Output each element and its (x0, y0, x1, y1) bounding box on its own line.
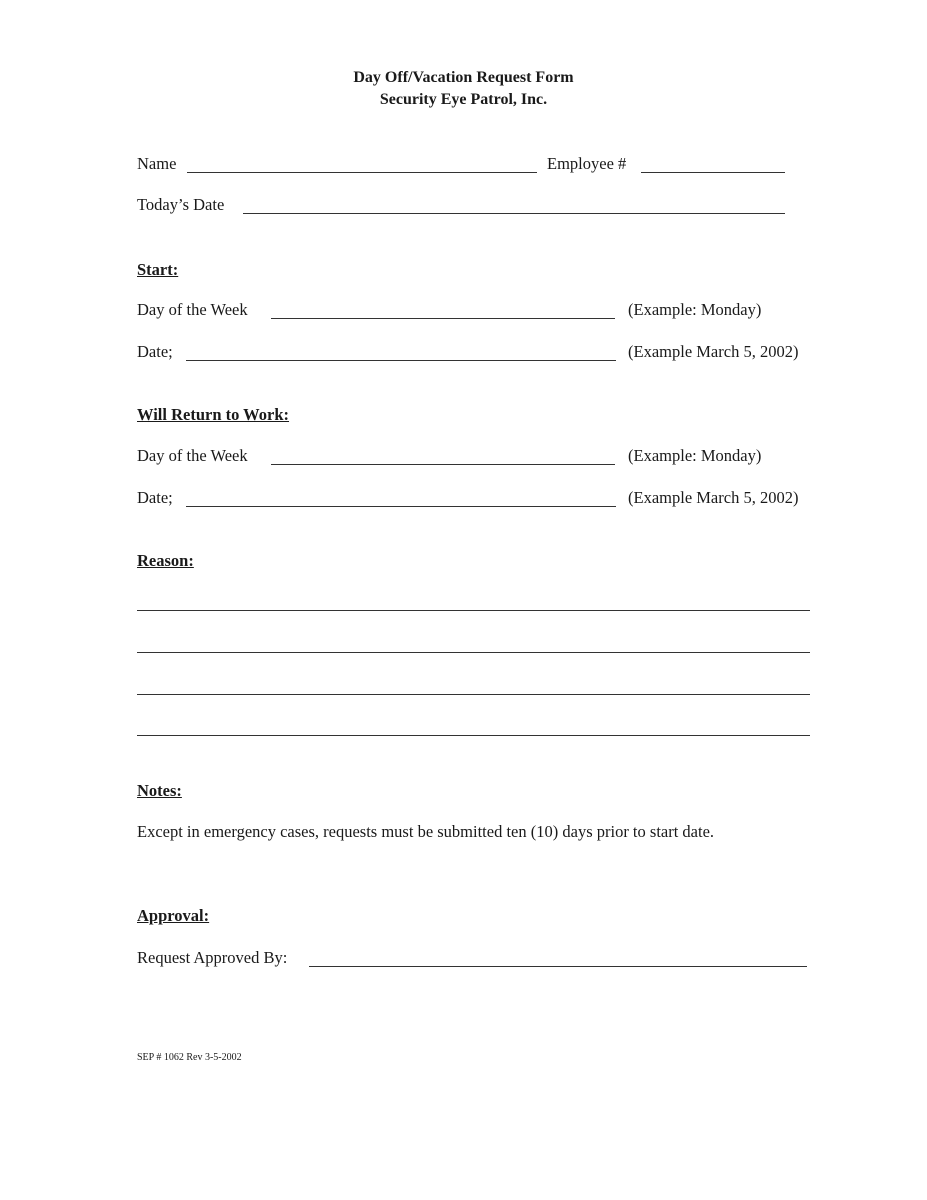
company-name: Security Eye Patrol, Inc. (379, 91, 548, 108)
employee-number-field[interactable] (641, 172, 785, 173)
return-date-field[interactable] (186, 506, 616, 507)
return-day-field[interactable] (271, 464, 615, 465)
return-day-label: Day of the Week (137, 446, 248, 465)
todays-date-label: Today’s Date (137, 195, 225, 214)
notes-text: Except in emergency cases, requests must be submitted ten (10) days prior to start date. (137, 822, 715, 841)
name-field[interactable] (187, 172, 537, 173)
employee-number-label: Employee # (547, 154, 627, 173)
return-date-example: (Example March 5, 2002) (628, 488, 799, 507)
return-heading: Will Return to Work: (137, 405, 290, 424)
reason-line-3[interactable] (137, 694, 810, 695)
return-date-label: Date; (137, 488, 173, 507)
approved-by-label: Request Approved By: (137, 948, 288, 967)
todays-date-field[interactable] (243, 213, 785, 214)
start-day-example: (Example: Monday) (628, 300, 762, 319)
reason-line-2[interactable] (137, 652, 810, 653)
start-date-field[interactable] (186, 360, 616, 361)
start-heading: Start: (137, 260, 179, 279)
start-day-field[interactable] (271, 318, 615, 319)
form-code: SEP # 1062 Rev 3-5-2002 (137, 1052, 242, 1063)
form-title: Day Off/Vacation Request Form (353, 69, 574, 86)
reason-heading: Reason: (137, 551, 194, 570)
return-day-example: (Example: Monday) (628, 446, 762, 465)
start-date-example: (Example March 5, 2002) (628, 342, 799, 361)
reason-line-1[interactable] (137, 610, 810, 611)
approval-heading: Approval: (137, 906, 210, 925)
start-date-label: Date; (137, 342, 173, 361)
reason-line-4[interactable] (137, 735, 810, 736)
start-day-label: Day of the Week (137, 300, 248, 319)
approved-by-field[interactable] (309, 966, 807, 967)
notes-heading: Notes: (137, 781, 182, 800)
name-label: Name (137, 154, 177, 173)
